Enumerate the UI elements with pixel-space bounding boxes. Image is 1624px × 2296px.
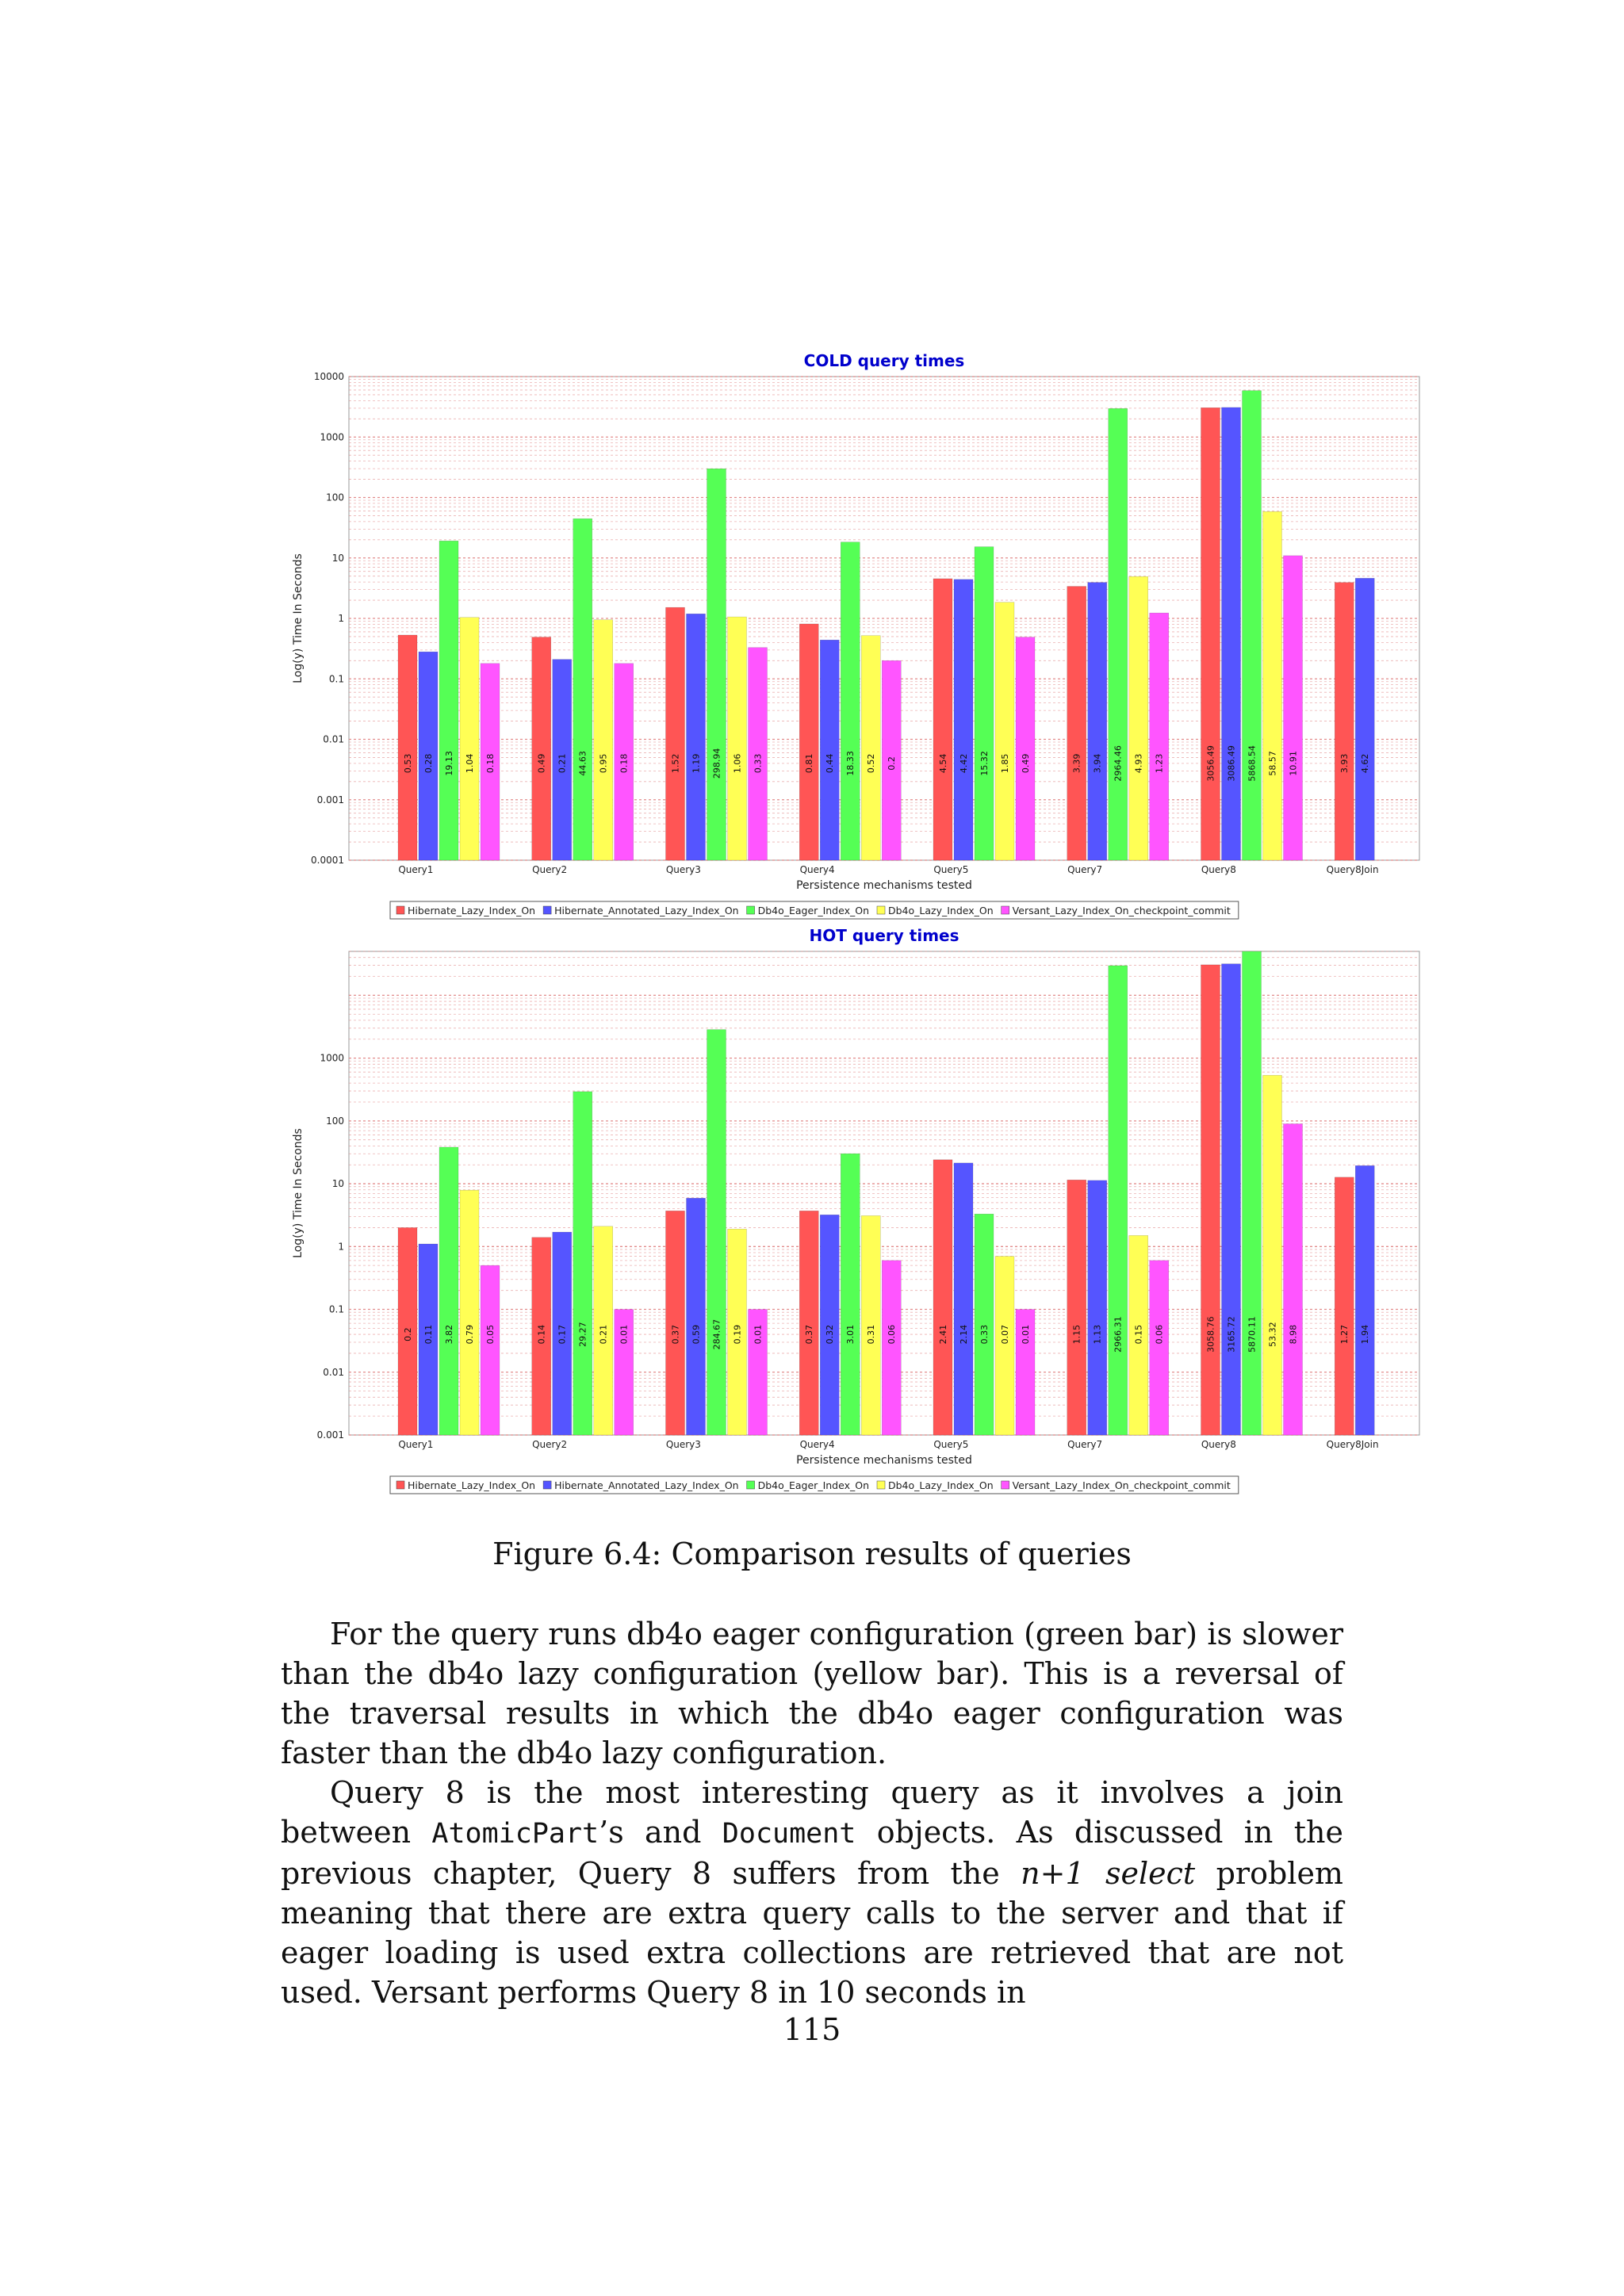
bar [799,1211,818,1435]
data-label: 0.53 [403,753,413,774]
x-tick-label: Query8Join [1326,864,1379,875]
bar [1263,1075,1282,1435]
bar [666,607,685,860]
data-label: 0.21 [598,1324,609,1345]
x-tick-label: Query5 [933,864,969,875]
bar [1335,583,1354,860]
legend-swatch [877,906,885,914]
hot-query-chart [270,924,1443,1510]
bar [573,519,592,860]
bar [1243,391,1262,860]
data-label: 0.49 [1021,753,1031,774]
data-label: 0.28 [423,753,434,774]
bar [1129,576,1148,860]
x-tick-label: Query7 [1067,864,1103,875]
bar [954,580,973,860]
figure-caption: Figure 6.4: Comparison results of queries [492,1536,1132,1571]
data-label: 0.33 [753,753,764,774]
data-label: 29.27 [577,1322,588,1347]
code-document: Document [722,1818,856,1850]
bar [1109,408,1128,860]
y-tick-label: 0.001 [316,1429,344,1441]
data-label: 0.81 [804,753,815,774]
bar [728,617,747,860]
data-label: 1.15 [1071,1324,1082,1345]
bar [799,624,818,860]
bar [933,579,952,860]
cold-query-chart-svg [270,349,1443,936]
data-label: 4.93 [1133,753,1144,774]
data-label: 3.39 [1071,753,1082,774]
x-tick-label: Query8 [1201,1439,1236,1450]
data-label: 1.23 [1154,753,1165,774]
bar [439,541,458,860]
data-label: 2.41 [938,1324,948,1345]
bar [1222,408,1241,860]
code-atomicpart: AtomicPart [431,1818,599,1850]
bar [439,1147,458,1435]
y-tick-label: 10000 [313,371,344,382]
legend-swatch [396,1481,404,1489]
data-label: 3.01 [845,1324,856,1345]
hot-query-chart-svg [270,924,1443,1510]
bar [666,1211,685,1435]
data-label: 0.01 [619,1324,630,1345]
data-label: 0.01 [753,1324,764,1345]
data-label: 0.18 [485,753,496,774]
data-label: 2966.31 [1113,1316,1124,1353]
bar [1263,511,1282,860]
y-tick-label: 0.01 [323,733,344,745]
data-label: 0.79 [465,1324,475,1345]
data-label: 0.44 [825,753,836,774]
legend-swatch [543,1481,551,1489]
data-label: 2964.46 [1113,745,1124,782]
bar [1201,408,1220,860]
data-label: 3165.72 [1226,1316,1237,1353]
chart-title: COLD query times [803,351,965,370]
y-tick-label: 0.0001 [311,855,344,866]
legend-swatch [396,906,404,914]
bar [398,635,417,860]
y-tick-label: 10 [331,552,344,564]
bar [594,620,613,860]
data-label: 0.14 [536,1324,547,1345]
bar [1355,578,1374,860]
bar [1284,556,1303,860]
x-tick-label: Query5 [933,1439,969,1450]
x-tick-label: Query2 [532,1439,568,1450]
data-label: 0.37 [804,1324,815,1345]
data-label: 3058.76 [1205,1316,1216,1353]
data-label: 3056.49 [1205,745,1216,782]
bar [707,1030,726,1435]
bar [995,1257,1014,1435]
y-axis-label: Log(y) Time In Seconds [292,553,304,683]
legend-label: Hibernate_Annotated_Lazy_Index_On [554,1479,739,1491]
body-text [281,1614,1343,2012]
data-label: 0.33 [979,1324,990,1345]
y-tick-label: 0.1 [328,1303,344,1315]
y-axis-label: Log(y) Time In Seconds [292,1128,304,1258]
data-label: 1.52 [670,753,681,774]
bar [1088,1181,1107,1435]
bar [1201,965,1220,1435]
data-label: 1.94 [1360,1324,1371,1345]
x-tick-label: Query1 [398,1439,434,1450]
x-tick-label: Query4 [799,864,835,875]
data-label: 1.13 [1092,1324,1103,1345]
paragraph-2-text-c: objects. As discussed in the previous chapter, Query 8 suffers from the [281,1815,1343,1891]
bar [1150,1261,1169,1435]
data-label: 0.05 [485,1324,496,1345]
data-label: 0.18 [619,753,630,774]
data-label: 0.19 [732,1324,743,1345]
data-label: 0.95 [598,753,609,774]
data-label: 0.2 [403,1327,413,1341]
y-tick-label: 1000 [320,1052,344,1064]
data-label: 0.52 [866,753,877,774]
data-label: 0.49 [536,753,547,774]
data-label: 0.07 [1000,1324,1010,1345]
legend-label: Db4o_Lazy_Index_On [888,905,994,916]
data-label: 284.67 [711,1318,722,1350]
data-label: 0.06 [887,1324,898,1345]
bar [995,603,1014,860]
legend-swatch [877,1481,885,1489]
legend-swatch [747,906,755,914]
bar [841,542,860,860]
bar [532,637,551,860]
x-tick-label: Query7 [1067,1439,1103,1450]
y-tick-label: 100 [326,1115,344,1127]
x-tick-label: Query3 [665,864,701,875]
y-tick-label: 0.1 [328,673,344,685]
data-label: 15.32 [979,751,990,776]
data-label: 4.42 [959,753,969,774]
legend-label: Db4o_Lazy_Index_On [888,1479,994,1491]
bar [460,1190,479,1435]
bar [1284,1124,1303,1435]
y-tick-label: 0.001 [316,794,344,806]
data-label: 0.17 [557,1324,568,1345]
data-label: 53.32 [1267,1322,1278,1347]
legend-label: Db4o_Eager_Index_On [757,905,869,916]
bar [460,618,479,860]
data-label: 3086.49 [1226,745,1237,782]
data-label: 18.33 [845,751,856,776]
legend-label: Hibernate_Lazy_Index_On [408,1479,536,1491]
data-label: 1.06 [732,753,743,774]
bar [687,1198,706,1435]
data-label: 3.94 [1092,753,1103,774]
legend-swatch [543,906,551,914]
bar [975,547,994,860]
data-label: 0.21 [557,753,568,774]
y-tick-label: 1 [338,1241,344,1253]
bar [933,1160,952,1435]
data-label: 298.94 [711,748,722,779]
data-label: 5870.11 [1247,1316,1258,1353]
data-label: 0.2 [887,756,898,771]
data-label: 4.54 [938,753,948,774]
data-label: 10.91 [1288,751,1299,776]
data-label: 0.15 [1133,1324,1144,1345]
x-axis-label: Persistence mechanisms tested [796,879,972,892]
bar [1222,964,1241,1435]
data-label: 44.63 [577,751,588,776]
bar [687,614,706,860]
bar [1243,951,1262,1435]
bar [861,636,880,860]
y-tick-label: 100 [326,492,344,503]
paragraph-2-text-d: problem meaning that there are extra query calls to the server and that if eager loading is used extra collections are retrieved that are not used. Versant performs Query 8 in 10 seconds in [281,1856,1343,2010]
bar [975,1214,994,1435]
legend [390,1476,1239,1494]
paragraph-2 [281,1773,1343,2012]
legend-label: Hibernate_Annotated_Lazy_Index_On [554,905,739,916]
data-label: 0.37 [670,1324,681,1345]
bar [954,1163,973,1435]
legend [390,901,1239,919]
legend-label: Db4o_Eager_Index_On [757,1479,869,1491]
data-label: 1.27 [1339,1324,1350,1345]
data-label: 0.11 [423,1324,434,1345]
data-label: 0.06 [1154,1324,1165,1345]
bar [1067,1180,1086,1435]
bar [1355,1165,1374,1435]
legend-swatch [1002,906,1009,914]
paragraph-2-text-b: ’s and [599,1815,702,1850]
x-tick-label: Query3 [665,1439,701,1450]
bar [882,1261,901,1435]
data-label: 0.32 [825,1324,836,1345]
data-label: 2.14 [959,1324,969,1345]
data-label: 1.19 [691,753,702,774]
bar [1016,637,1035,860]
legend-label: Versant_Lazy_Index_On_checkpoint_commit [1012,1479,1231,1491]
x-tick-label: Query2 [532,864,568,875]
paragraph-1: For the query runs db4o eager configuration (green bar) is slower than the db4o lazy configuration (yellow bar). This is a reversal of the traversal results in which the db4o eager configuration was faster than the db4o lazy configuration. [281,1617,1343,1770]
data-label: 3.93 [1339,753,1350,774]
bar [1150,613,1169,860]
data-label: 1.04 [465,753,475,774]
y-tick-label: 1 [338,613,344,624]
bar [1109,966,1128,1435]
bar [820,640,839,860]
bar [707,469,726,860]
data-label: 0.01 [1021,1324,1031,1345]
y-tick-label: 10 [331,1178,344,1190]
legend-swatch [747,1481,755,1489]
legend-label: Versant_Lazy_Index_On_checkpoint_commit [1012,905,1231,916]
data-label: 8.98 [1288,1324,1299,1345]
paragraph-2-text-a: Query 8 is the most interesting query as it involves a join between [281,1775,1343,1850]
cold-query-chart [270,349,1443,936]
bar [1067,587,1086,860]
bar [841,1154,860,1435]
data-label: 3.82 [444,1324,454,1345]
bar [573,1092,592,1435]
x-tick-label: Query1 [398,864,434,875]
legend-swatch [1002,1481,1009,1489]
y-tick-label: 1000 [320,431,344,443]
x-axis-label: Persistence mechanisms tested [796,1454,972,1467]
data-label: 0.59 [691,1324,702,1345]
bar [1335,1177,1354,1435]
data-label: 5868.54 [1247,745,1258,782]
bar [1088,583,1107,860]
x-tick-label: Query8 [1201,864,1236,875]
data-label: 58.57 [1267,751,1278,776]
y-tick-label: 0.01 [323,1366,344,1378]
bar [481,1265,500,1435]
page-number: 115 [783,2012,841,2047]
data-label: 1.85 [1000,753,1010,774]
x-tick-label: Query8Join [1326,1439,1379,1450]
data-label: 4.62 [1360,753,1371,774]
legend-label: Hibernate_Lazy_Index_On [408,905,536,916]
data-label: 0.31 [866,1324,877,1345]
x-tick-label: Query4 [799,1439,835,1450]
chart-title: HOT query times [809,926,959,945]
data-label: 19.13 [444,751,454,776]
n-plus-1-select: n+1 select [1021,1856,1196,1891]
